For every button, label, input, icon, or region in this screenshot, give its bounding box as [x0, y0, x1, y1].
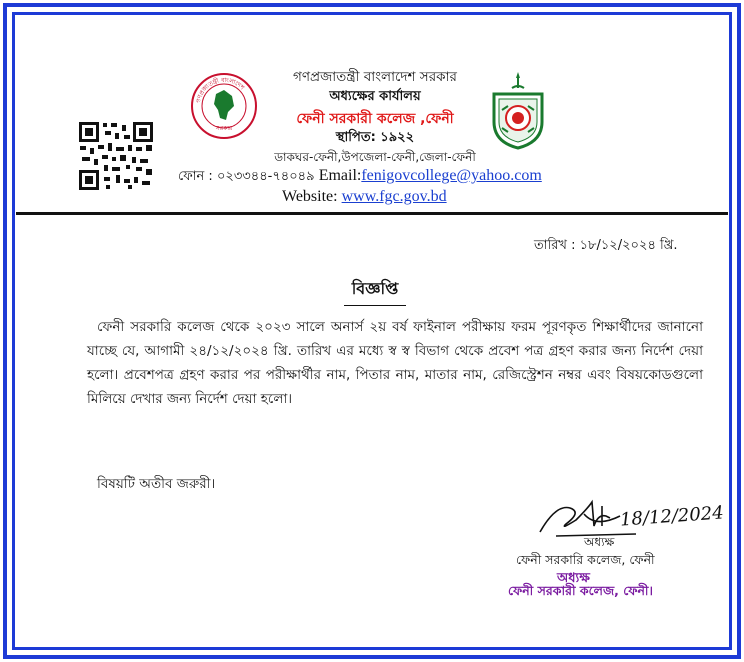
website-line	[282, 188, 447, 206]
email-label: Email:	[318, 167, 362, 184]
government-seal	[190, 72, 258, 140]
qr-code	[78, 121, 154, 191]
notice-title: বিজ্ঞপ্তি	[344, 276, 406, 306]
handwritten-date: 18/12/2024	[619, 502, 725, 531]
svg-text:সরকার: সরকার	[215, 125, 233, 132]
address: ডাকঘর-ফেনী,উপজেলা-ফেনী,জেলা-ফেনী	[274, 150, 476, 164]
urgent-note: বিষয়টি অতীব জরুরী।	[97, 476, 216, 492]
signatory-title: অধ্যক্ষ	[584, 535, 615, 549]
government-name: গণপ্রজাতন্ত্রী বাংলাদেশ সরকার	[293, 69, 457, 85]
established-year: স্থাপিত: ১৯২২	[335, 130, 415, 145]
signatory-institution: ফেনী সরকারি কলেজ, ফেনী	[516, 552, 655, 567]
email-link[interactable]: fenigovcollege@yahoo.com	[361, 167, 542, 184]
website-label: Website:	[282, 188, 338, 205]
website-link[interactable]: www.fgc.gov.bd	[341, 188, 447, 205]
svg-text:গণপ্রজাতন্ত্রী বাংলাদেশ: গণপ্রজাতন্ত্রী বাংলাদেশ	[195, 76, 246, 104]
office-name: অধ্যক্ষের কার্যালয়	[329, 89, 421, 104]
stamp-title: অধ্যক্ষ	[557, 571, 590, 586]
contact-line	[178, 167, 542, 188]
phone-number: ফোন : ০২৩৩৪৪-৭৪০৪৯	[178, 169, 315, 184]
college-name: ফেনী সরকারী কলেজ ,ফেনী	[296, 111, 454, 127]
notice-body: ফেনী সরকারি কলেজ থেকে ২০২৩ সালে অনার্স ২য় বর্ষ ফাইনাল পরীক্ষায় ফরম পূরণকৃত শিক্ষার্থীদের জানানো যাচ্ছে যে, আগামী ২৪/১২/২০২৪ খ্রি. তারিখ এর মধ্যে স্ব স্ব বিভাগ থেকে প্রবেশ পত্র গ্রহণ করার জন্য নির্দেশ দেয়া হলো। প্রবেশপত্র গ্রহণ করার পর পরীক্ষার্থীর নাম, পিতার নাম, মাতার নাম, রেজিস্ট্রেশন নম্বর এবং বিষয়কোডগুলো মিলিয়ে দেখার জন্য নির্দেশ দেয়া হলো।	[87, 319, 703, 407]
notice-date: তারিখ : ১৮/১২/২০২৪ খ্রি.	[534, 238, 678, 253]
stamp-institution: ফেনী সরকারী কলেজ, ফেনী।	[508, 583, 653, 598]
header-divider	[16, 212, 728, 215]
